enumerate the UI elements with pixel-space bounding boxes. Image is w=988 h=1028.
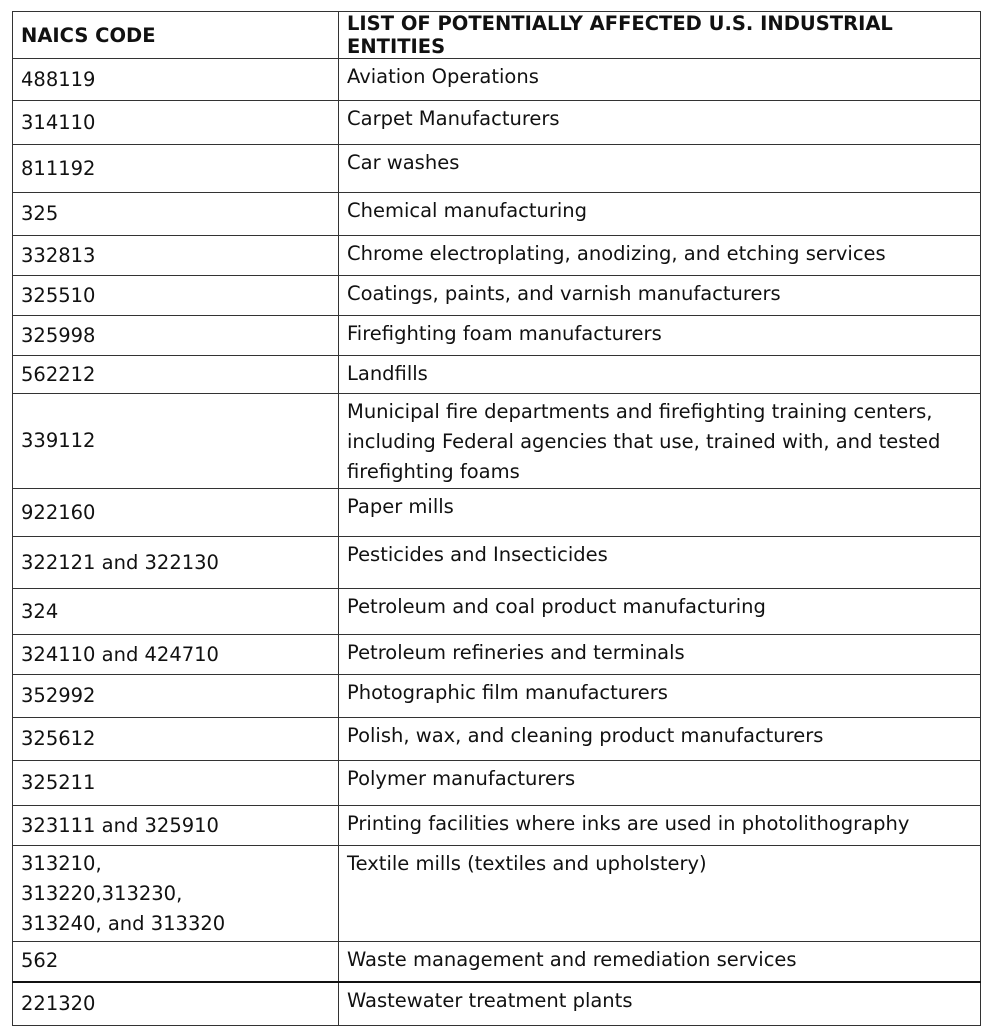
- entity-cell: Petroleum refineries and terminals: [339, 635, 981, 675]
- naics-code-cell: 325612: [13, 718, 339, 761]
- table-row: [13, 942, 981, 982]
- table-row: [13, 193, 981, 236]
- naics-code-line: 313240, and 313320: [21, 912, 226, 935]
- entity-cell: Chrome electroplating, anodizing, and etching services: [339, 236, 981, 276]
- naics-code-cell: 562212: [13, 356, 339, 394]
- naics-code-cell: 811192: [13, 145, 339, 193]
- table-row: [13, 846, 981, 942]
- table-row: [13, 675, 981, 718]
- table-row: [13, 589, 981, 635]
- naics-code-cell: 221320: [13, 982, 339, 1026]
- naics-code-line: 313210,: [21, 852, 102, 875]
- entity-cell: Pesticides and Insecticides: [339, 537, 981, 589]
- entity-cell: Paper mills: [339, 489, 981, 537]
- entity-cell: Municipal fire departments and firefighting training centers, including Federal agencies that use, trained with, and tested firefighting foams: [339, 394, 981, 489]
- naics-code-cell: 322121 and 322130: [13, 537, 339, 589]
- naics-code-cell: 488119: [13, 59, 339, 101]
- naics-code-cell: 324110 and 424710: [13, 635, 339, 675]
- entity-cell: Polish, wax, and cleaning product manufacturers: [339, 718, 981, 761]
- naics-code-cell: 324: [13, 589, 339, 635]
- table-row: [13, 236, 981, 276]
- naics-code-cell: [13, 846, 339, 942]
- entity-cell: Carpet Manufacturers: [339, 101, 981, 145]
- naics-code-cell: 562: [13, 942, 339, 982]
- entity-cell: Coatings, paints, and varnish manufacturers: [339, 276, 981, 316]
- table-row: [13, 394, 981, 489]
- entity-cell: Polymer manufacturers: [339, 761, 981, 806]
- header-affected-entities: LIST OF POTENTIALLY AFFECTED U.S. INDUSTRIAL ENTITIES: [339, 12, 981, 59]
- naics-code-cell: 325510: [13, 276, 339, 316]
- naics-code-cell: 332813: [13, 236, 339, 276]
- naics-code-cell: 325998: [13, 316, 339, 356]
- entity-cell: Textile mills (textiles and upholstery): [339, 846, 981, 942]
- entity-cell: Landfills: [339, 356, 981, 394]
- table-row: [13, 316, 981, 356]
- entity-cell: Chemical manufacturing: [339, 193, 981, 236]
- naics-code-cell: 323111 and 325910: [13, 806, 339, 846]
- table-row: [13, 59, 981, 101]
- naics-code-line: 313220,313230,: [21, 882, 183, 905]
- entity-cell: Car washes: [339, 145, 981, 193]
- entity-cell: Firefighting foam manufacturers: [339, 316, 981, 356]
- naics-code-cell: 325: [13, 193, 339, 236]
- header-naics-code: NAICS CODE: [13, 12, 339, 59]
- entity-cell: Waste management and remediation services: [339, 942, 981, 982]
- table-row: [13, 356, 981, 394]
- entity-cell: Printing facilities where inks are used in photolithography: [339, 806, 981, 846]
- table-row: [13, 537, 981, 589]
- table-row: [13, 718, 981, 761]
- entity-cell: Photographic film manufacturers: [339, 675, 981, 718]
- table-row: [13, 145, 981, 193]
- table-row: [13, 982, 981, 1026]
- table-row: [13, 489, 981, 537]
- naics-table: [12, 11, 981, 1026]
- entity-cell: Wastewater treatment plants: [339, 982, 981, 1026]
- entity-cell: Petroleum and coal product manufacturing: [339, 589, 981, 635]
- table-row: [13, 101, 981, 145]
- naics-code-cell: 922160: [13, 489, 339, 537]
- naics-code-cell: 339112: [13, 394, 339, 489]
- naics-code-cell: 314110: [13, 101, 339, 145]
- table-row: [13, 806, 981, 846]
- naics-code-cell: 325211: [13, 761, 339, 806]
- table-header-row: [13, 12, 981, 59]
- table-row: [13, 635, 981, 675]
- naics-code-cell: 352992: [13, 675, 339, 718]
- entity-cell: Aviation Operations: [339, 59, 981, 101]
- table-row: [13, 276, 981, 316]
- table-row: [13, 761, 981, 806]
